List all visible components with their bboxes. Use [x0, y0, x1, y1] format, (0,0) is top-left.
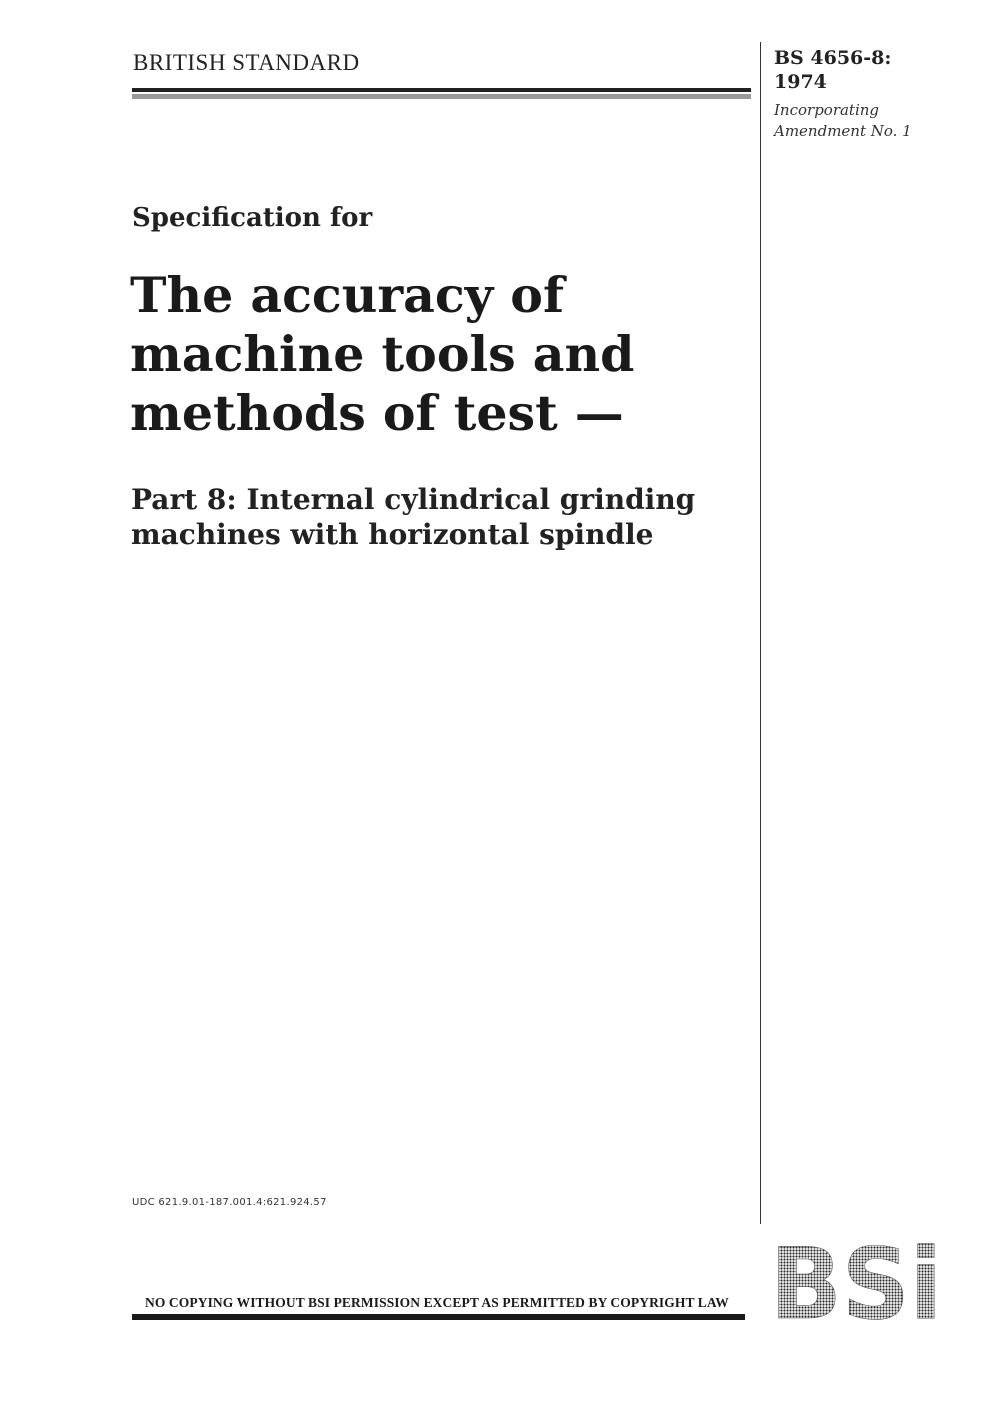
part-title-line1: Part 8: Internal cylindrical grinding [131, 483, 696, 516]
header-rule-thick [132, 88, 751, 92]
standard-number [774, 46, 891, 94]
series-label: BRITISH STANDARD [133, 50, 360, 75]
bsi-logo-text: BSi [770, 1240, 942, 1322]
amendment-line2: Amendment No. 1 [774, 122, 912, 140]
copyright-notice: NO COPYING WITHOUT BSI PERMISSION EXCEPT AS PERMITTED BY COPYRIGHT LAW [145, 1295, 729, 1310]
header-rule-gray [132, 94, 751, 99]
main-title-line1: The accuracy of [130, 266, 565, 324]
standard-number-line2: 1974 [774, 71, 827, 93]
part-title [131, 482, 695, 552]
amendment-note [774, 100, 912, 142]
main-title [130, 266, 634, 443]
bsi-logo [768, 1240, 944, 1322]
vertical-divider [760, 42, 761, 1224]
part-title-line2: machines with horizontal spindle [131, 518, 654, 551]
udc-code: UDC 621.9.01-187.001.4:621.924.57 [132, 1197, 327, 1208]
main-title-line2: machine tools and [130, 325, 635, 383]
standard-number-line1: BS 4656-8: [774, 47, 892, 69]
main-title-line3: methods of test — [130, 384, 624, 442]
spec-for-label: Specification for [132, 203, 373, 233]
footer-rule [132, 1314, 745, 1320]
amendment-line1: Incorporating [774, 101, 880, 119]
